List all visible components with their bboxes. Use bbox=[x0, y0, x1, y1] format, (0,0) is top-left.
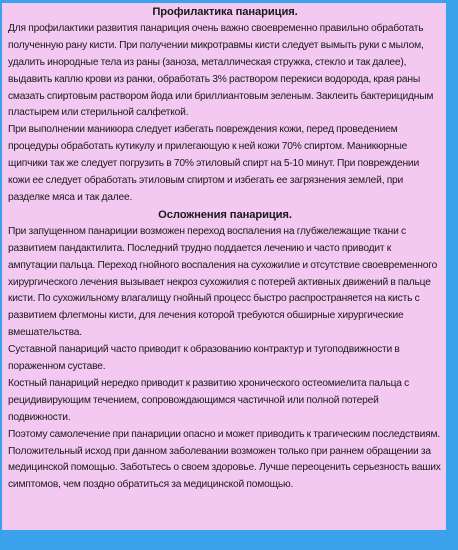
paragraph-prevention-manicure: При выполнении маникюра следует избегать повреждения кожи, перед проведением процедуры обработать кутикулу и прилегающую к ней кожи 70% спиртом. Маникюрные щипчики так же следует погрузить в 70% этиловый спирт на 5-10 минут. При повреждении кожи ее следует обработать этиловым спиртом и избегать ее загрязнения землей, при разделке мяса и так далее. bbox=[8, 124, 419, 203]
paragraph-complications-bone: Костный панариций нередко приводит к развитию хронического остеомиелита пальца с рецидивирующим течением, сопровождающимся частичной или полной потерей подвижности. bbox=[8, 377, 410, 423]
text-panel bbox=[2, 3, 446, 530]
paragraph-complications-outcome: Положительный исход при данном заболевании возможен только при раннем обращении за медицинской помощью. Заботьтесь о своем здоровье. Лучше переоценить серьезность ваших симптомов, чем поздно обратиться за медицинской помощью. bbox=[8, 445, 441, 491]
paragraph-complications-self-treatment: Поэтому самолечение при панариции опасно и может приводить к трагическим последствиям. bbox=[8, 428, 441, 440]
paragraph-complications-pandactylitis: При запущенном панариции возможен переход воспаления на глубжележащие ткани с развитием пандактилита. Последний трудно поддается лечению и часто приводит к ампутации пальца. Переход гнойного воспаления на сухожилие и отсутствие своевременного хирургического лечения вызывает некроз сухожилия с потерей активных движений в пальце кисти. По сухожильному влагалищу гнойный процесс быстро распространяется на кисть с развитием флегмоны кисти, для лечения которой требуются обширные хирургические вмешательства. bbox=[8, 225, 438, 339]
section-heading-complications: Осложнения панариция. bbox=[158, 208, 292, 221]
paragraph-complications-articular: Суставной панариций часто приводит к образованию контрактур и тугоподвижности в пораженном суставе. bbox=[8, 344, 400, 373]
section-heading-prevention: Профилактика панариция. bbox=[152, 6, 298, 18]
paragraph-prevention-wound-care: Для профилактики развития панариция очень важно своевременно правильно обработать полученную рану кисти. При получении микротравмы кисти следует вымыть руки с мылом, удалить инородные тела из раны (заноза, металлическая стружка, стекло и так далее), выдавить каплю крови из ранки, обработать 3% раствором перекиси водорода, края раны смазать спиртовым раствором йода или бриллиантовым зеленым. Заклеить бактерицидным пластырем или стерильной салфеткой. bbox=[8, 22, 434, 119]
